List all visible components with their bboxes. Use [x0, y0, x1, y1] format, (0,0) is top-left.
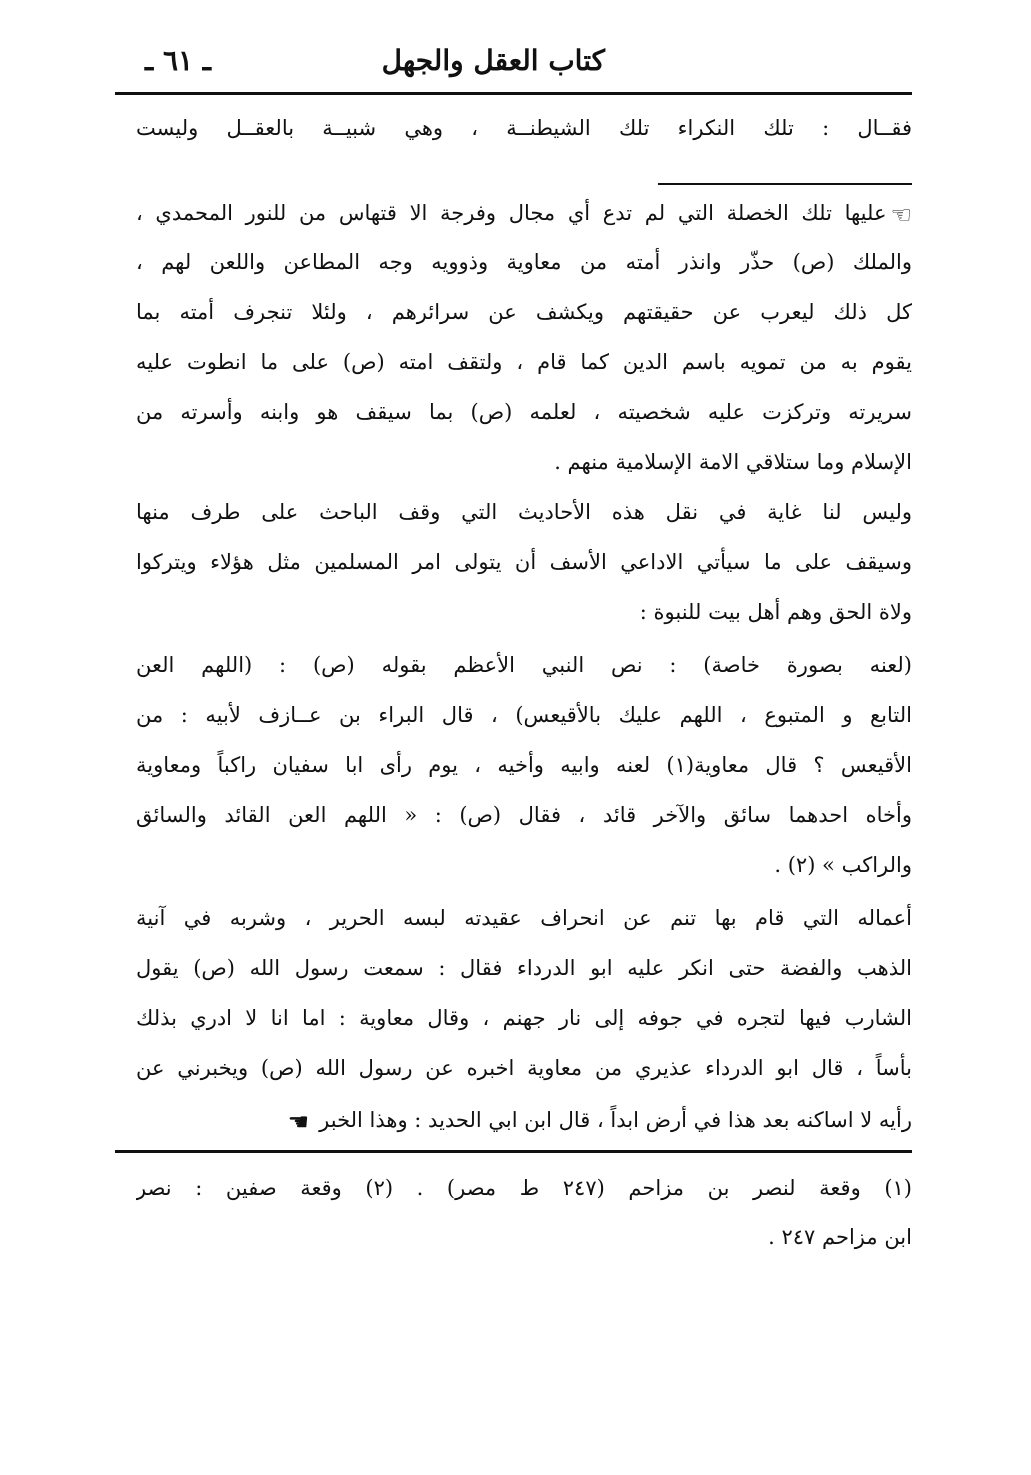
text-line-content: عليها تلك الخصلة التي لم تدع أي مجال وفرجة الا قتهاس من للنور المحمدي ، — [136, 201, 887, 225]
page-number: ـ ٦١ ـ — [145, 44, 211, 77]
text-line: سريرته وتركزت عليه شخصيته ، لعلمه (ص) بما سيقف هو وابنه وأسرته من — [136, 400, 912, 424]
short-rule — [658, 183, 912, 185]
pointing-hand-icon: ☚ — [287, 1107, 310, 1135]
text-line — [136, 1105, 912, 1135]
text-line: والراكب » (٢) . — [774, 853, 912, 877]
page-header — [115, 40, 910, 88]
footnote-line: ابن مزاحم ٢٤٧ . — [768, 1225, 912, 1249]
running-title: كتاب العقل والجهل — [381, 44, 605, 77]
text-line: التابع و المتبوع ، اللهم عليك بالأقيعس) ، قال البراء بن عــازف لأبيه : من — [136, 703, 912, 727]
text-line: يقوم به من تمويه باسم الدين كما قام ، ولتقف امته (ص) على ما انطوت عليه — [136, 350, 912, 374]
pointing-hand-icon: ☜ — [890, 200, 912, 228]
text-line — [136, 198, 912, 228]
text-line: وسيقف على ما سيأتي الاداعي الأسف أن يتولى امر المسلمين مثل هؤلاء ويتركوا — [136, 550, 912, 574]
text-line: وأخاه احدهما سائق والآخر قائد ، فقال (ص) : « اللهم العن القائد والسائق — [136, 803, 912, 827]
footnote-line: (١) وقعة لنصر بن مزاحم (٢٤٧ ط مصر) . (٢) وقعة صفين : نصر — [136, 1176, 912, 1200]
text-line: ولاة الحق وهم أهل بيت للنبوة : — [639, 600, 912, 624]
text-line: الأقيعس ؟ قال معاوية(١) لعنه وابيه وأخيه ، يوم رأى ابا سفيان راكباً ومعاوية — [136, 753, 912, 777]
text-line: (لعنه بصورة خاصة) : نص النبي الأعظم بقوله (ص) : (اللهم العن — [136, 653, 912, 677]
text-line: بأساً ، قال ابو الدرداء عذيري من معاوية اخبره عن رسول الله (ص) ويخبرني عن — [136, 1056, 912, 1080]
text-line: الإسلام وما ستلاقي الامة الإسلامية منهم . — [554, 450, 912, 474]
footnote-rule — [115, 1150, 912, 1153]
header-rule — [115, 92, 912, 95]
text-line: الذهب والفضة حتى انكر عليه ابو الدرداء فقال : سمعت رسول الله (ص) يقول — [136, 956, 912, 980]
text-line: كل ذلك ليعرب عن حقيقتهم ويكشف عن سرائرهم ، ولئلا تنجرف أمته بما — [136, 300, 912, 324]
text-line: أعماله التي قام بها تنم عن انحراف عقيدته لبسه الحرير ، وشربه في آنية — [136, 906, 912, 930]
text-line-content: رأيه لا اساكنه بعد هذا في أرض ابداً ، قال ابن ابي الحديد : وهذا الخبر — [319, 1108, 912, 1132]
text-line: وليس لنا غاية في نقل هذه الأحاديث التي وقف الباحث على طرف منها — [136, 500, 912, 524]
text-line: الشارب فيها لتجره في جوفه إلى نار جهنم ، وقال معاوية : اما انا لا ادري بذلك — [136, 1006, 912, 1030]
continued-line: فقــال : تلك النكراء تلك الشيطنــة ، وهي شبيــة بالعقــل وليست — [136, 116, 912, 140]
text-line: والملك (ص) حذّر وانذر أمته من معاوية وذوويه وجه المطاعن واللعن لهم ، — [136, 250, 912, 274]
